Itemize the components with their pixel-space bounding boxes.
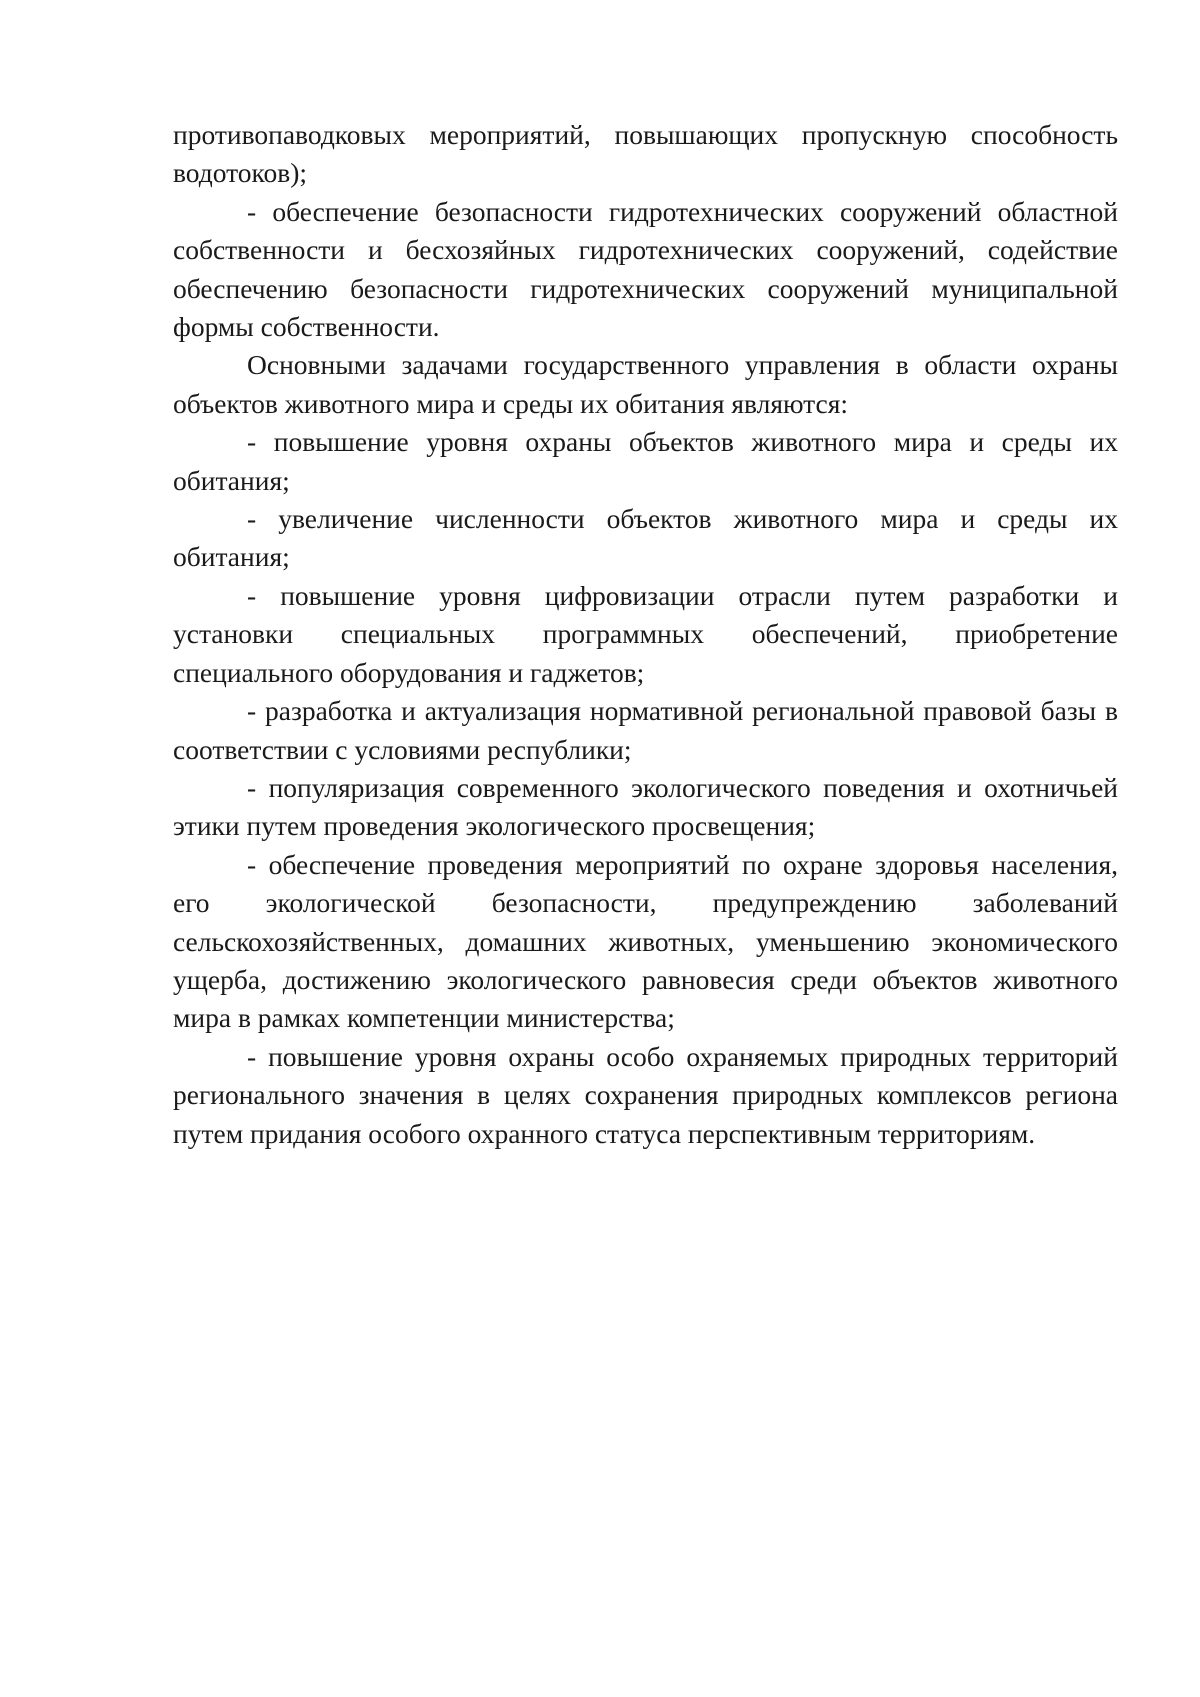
document-body xyxy=(173,116,1118,1153)
list-item-health-safety: - обеспечение проведения мероприятий по охране здоровья населения, его экологической безопасности, предупреждению заболеваний сельскохозяйственных, домашних животных, уменьшению экономического ущерба, достижению экологического равновесия среди объектов животного мира в рамках компетенции министерства; xyxy=(173,848,1118,1034)
paragraph-continuation: противопаводковых мероприятий, повышающих пропускную способность водотоков); xyxy=(173,119,1118,189)
list-item-population-increase: - увеличение численности объектов животного мира и среды их обитания; xyxy=(173,503,1118,573)
paragraph-wildlife-tasks-intro: Основными задачами государственного управления в области охраны объектов животного мира и среды их обитания являются: xyxy=(173,349,1118,419)
list-item-digitalization: - повышение уровня цифровизации отрасли путем разработки и установки специальных программных обеспечений, приобретение специального оборудования и гаджетов; xyxy=(173,579,1118,688)
list-item-hydro-safety: - обеспечение безопасности гидротехнических сооружений областной собственности и бесхозяйных гидротехнических сооружений, содействие обеспечению безопасности гидротехнических сооружений муниципальной формы собственности. xyxy=(173,195,1118,343)
list-item-eco-behavior: - популяризация современного экологического поведения и охотничьей этики путем проведения экологического просвещения; xyxy=(173,771,1118,842)
list-item-protected-areas: - повышение уровня охраны особо охраняемых природных территорий регионального значения в целях сохранения природных комплексов региона путем придания особого охранного статуса перспективным территориям. xyxy=(173,1040,1118,1149)
list-item-protection-level: - повышение уровня охраны объектов животного мира и среды их обитания; xyxy=(173,426,1118,496)
list-item-legal-base: - разработка и актуализация нормативной региональной правовой базы в соответствии с условиями республики; xyxy=(173,695,1118,765)
